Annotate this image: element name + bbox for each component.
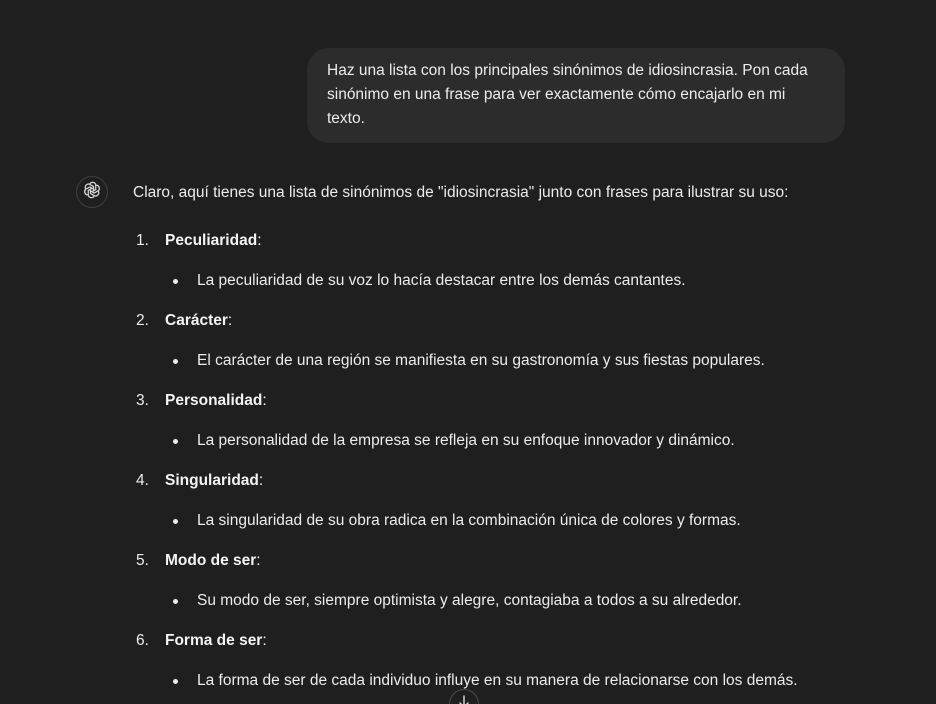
example-sentence: La personalidad de la empresa se refleja en su enfoque innovador y dinámico. <box>197 432 735 449</box>
bullet-icon <box>173 599 178 604</box>
item-colon: : <box>257 232 262 249</box>
openai-logo-icon <box>82 180 102 205</box>
item-number: 5. <box>136 552 149 569</box>
bullet-icon <box>173 439 178 444</box>
item-colon: : <box>256 552 261 569</box>
bullet-icon <box>173 279 178 284</box>
example-sentence: La forma de ser de cada individuo influye en su manera de relacionarse con los demás. <box>197 672 798 689</box>
item-number: 2. <box>136 312 149 329</box>
example-sentence: El carácter de una región se manifiesta en su gastronomía y sus fiestas populares. <box>197 352 765 369</box>
bullet-icon <box>173 359 178 364</box>
assistant-avatar <box>76 176 108 208</box>
item-number: 1. <box>136 232 149 249</box>
item-colon: : <box>258 472 264 489</box>
item-number: 3. <box>136 392 149 409</box>
item-colon: : <box>227 312 233 329</box>
item-number: 4. <box>136 472 149 489</box>
item-term: Modo de ser <box>165 552 257 569</box>
item-term: Carácter <box>165 312 228 329</box>
example-sentence: La singularidad de su obra radica en la combinación única de colores y formas. <box>197 512 741 529</box>
example-sentence: Su modo de ser, siempre optimista y alegre, contagiaba a todos a su alrededor. <box>197 592 742 609</box>
item-term: Peculiaridad <box>165 232 258 249</box>
assistant-intro-text: Claro, aquí tienes una lista de sinónimos de "idiosincrasia" junto con frases para ilustrar su uso: <box>133 184 789 201</box>
example-sentence: La peculiaridad de su voz lo hacía destacar entre los demás cantantes. <box>197 272 686 289</box>
item-term: Singularidad <box>165 472 259 489</box>
user-message-bubble: Haz una lista con los principales sinónimos de idiosincrasia. Pon cada sinónimo en una frase para ver exactamente cómo encajarlo en mi texto. <box>307 48 845 143</box>
item-number: 6. <box>136 632 149 649</box>
item-term: Forma de ser <box>165 632 263 649</box>
bullet-icon <box>173 679 178 684</box>
item-colon: : <box>262 632 267 649</box>
item-term: Personalidad <box>165 392 263 409</box>
item-colon: : <box>262 392 267 409</box>
arrow-down-icon <box>458 695 470 704</box>
bullet-icon <box>173 519 178 524</box>
